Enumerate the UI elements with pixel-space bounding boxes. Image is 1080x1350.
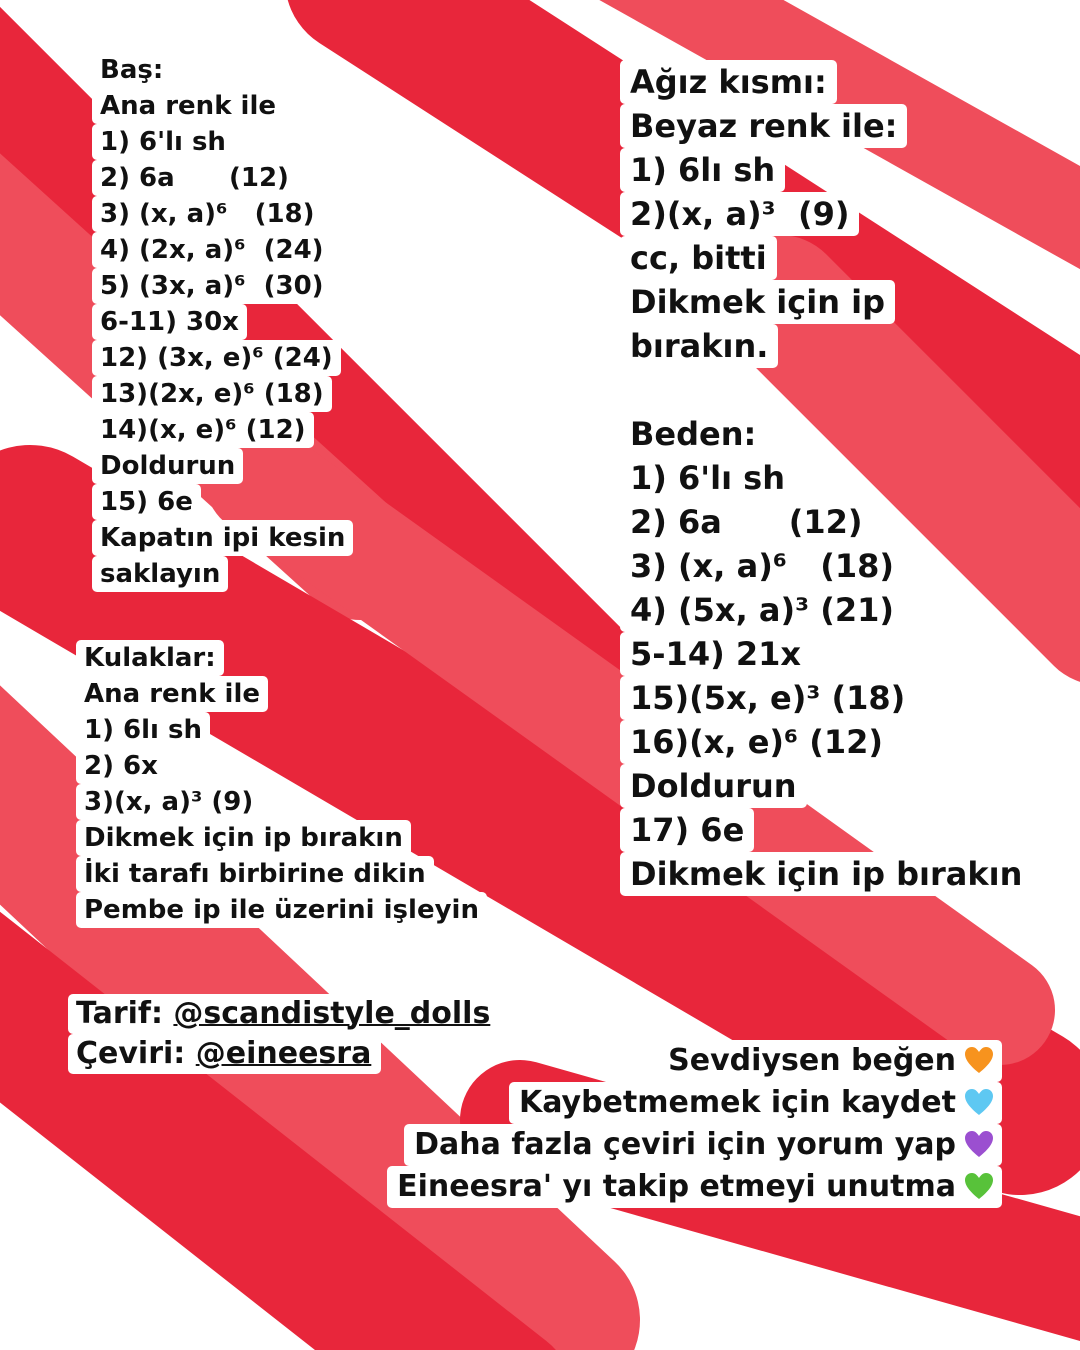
bas-line: 4) (2x, a)⁶ (24) — [92, 232, 332, 268]
beden-line: 15)(5x, e)³ (18) — [620, 676, 915, 720]
bas-line: 12) (3x, e)⁶ (24) — [92, 340, 341, 376]
agiz-title: Ağız kısmı: — [620, 60, 837, 104]
kulaklar-line: İki tarafı birbirine dikin — [76, 856, 434, 892]
agiz-line: Dikmek için ip — [620, 280, 895, 324]
orange-heart-icon — [964, 1046, 994, 1074]
agiz-line: bırakın. — [620, 324, 778, 368]
tarif-handle-link[interactable]: @scandistyle_dolls — [173, 996, 491, 1031]
cta-follow — [387, 1166, 1002, 1208]
bas-line: 15) 6e — [92, 484, 201, 520]
cta-comment — [404, 1124, 1002, 1166]
kulaklar-title: Kulaklar: — [76, 640, 224, 676]
kulaklar-line: Pembe ip ile üzerini işleyin — [76, 892, 487, 928]
bas-line: Kapatın ipi kesin — [92, 520, 353, 556]
tarif-credit — [68, 994, 500, 1034]
beden-line: 3) (x, a)⁶ (18) — [620, 544, 904, 588]
cta-comment-text: Daha fazla çeviri için yorum yap — [414, 1127, 956, 1162]
green-heart-icon — [964, 1172, 994, 1200]
kulaklar-line: Ana renk ile — [76, 676, 268, 712]
kulaklar-line: 1) 6lı sh — [76, 712, 210, 748]
purple-heart-icon — [964, 1130, 994, 1158]
bas-section — [92, 52, 353, 592]
cta-save — [509, 1082, 1002, 1124]
bas-line: 2) 6a (12) — [92, 160, 297, 196]
blue-heart-icon — [964, 1088, 994, 1116]
beden-line: 5-14) 21x — [620, 632, 811, 676]
beden-section — [620, 412, 1032, 896]
agiz-section — [620, 60, 907, 368]
cta-like — [658, 1040, 1002, 1082]
ceviri-label: Çeviri: — [76, 1036, 196, 1071]
bas-line: 6-11) 30x — [92, 304, 247, 340]
bas-line: saklayın — [92, 556, 228, 592]
bas-line: 13)(2x, e)⁶ (18) — [92, 376, 332, 412]
beden-title: Beden: — [620, 412, 766, 456]
bas-line: Ana renk ile — [92, 88, 284, 124]
agiz-line: 1) 6lı sh — [620, 148, 785, 192]
agiz-line: 2)(x, a)³ (9) — [620, 192, 859, 236]
bas-line: 14)(x, e)⁶ (12) — [92, 412, 314, 448]
kulaklar-line: 3)(x, a)³ (9) — [76, 784, 261, 820]
cta-section — [302, 1040, 1002, 1208]
bas-title: Baş: — [92, 52, 171, 88]
beden-line: 4) (5x, a)³ (21) — [620, 588, 904, 632]
bas-line: Doldurun — [92, 448, 243, 484]
agiz-line: cc, bitti — [620, 236, 777, 280]
cta-follow-text: Eineesra' yı takip etmeyi unutma — [397, 1169, 956, 1204]
beden-line: Dikmek için ip bırakın — [620, 852, 1032, 896]
bas-line: 5) (3x, a)⁶ (30) — [92, 268, 332, 304]
kulaklar-line: Dikmek için ip bırakın — [76, 820, 411, 856]
beden-line: 1) 6'lı sh — [620, 456, 795, 500]
beden-line: Doldurun — [620, 764, 807, 808]
beden-line: 2) 6a (12) — [620, 500, 873, 544]
beden-line: 17) 6e — [620, 808, 754, 852]
bas-line: 1) 6'lı sh — [92, 124, 234, 160]
ceviri-handle-link[interactable]: @eineesra — [195, 1036, 372, 1071]
cta-like-text: Sevdiysen beğen — [668, 1043, 956, 1078]
bas-line: 3) (x, a)⁶ (18) — [92, 196, 323, 232]
beden-line: 16)(x, e)⁶ (12) — [620, 720, 893, 764]
kulaklar-section — [76, 640, 487, 928]
kulaklar-line: 2) 6x — [76, 748, 166, 784]
tarif-label: Tarif: — [76, 996, 174, 1031]
agiz-line: Beyaz renk ile: — [620, 104, 907, 148]
cta-save-text: Kaybetmemek için kaydet — [518, 1085, 956, 1120]
